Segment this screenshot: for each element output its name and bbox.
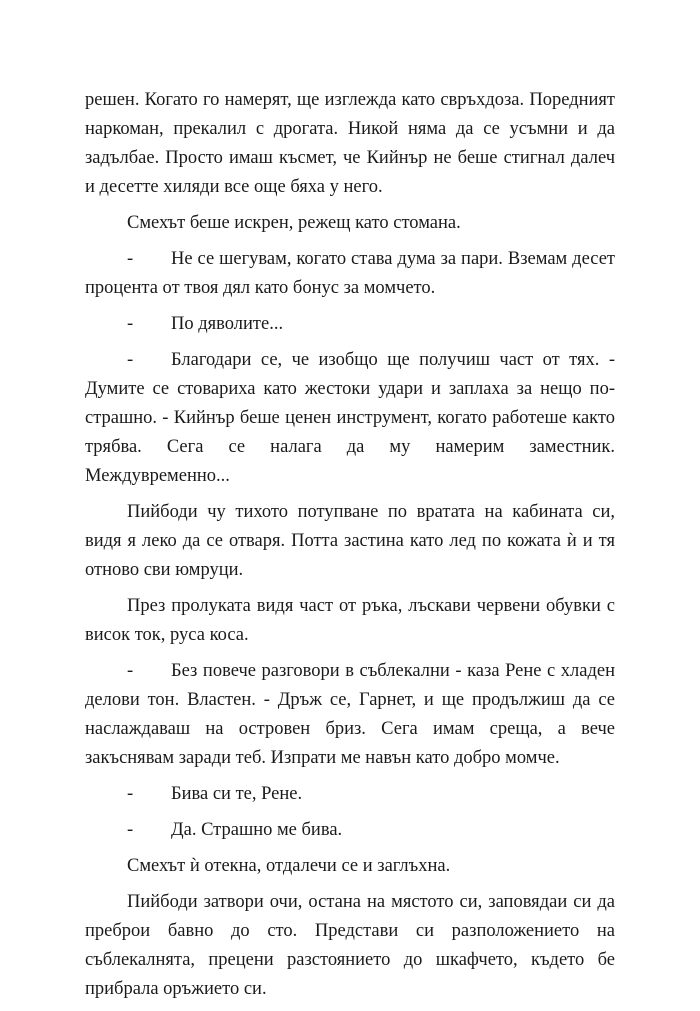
dialogue-dash: - — [127, 249, 134, 269]
paragraph: Пийбоди затвори очи, остана на мястото си, заповядаи си да преброи бавно до сто. Представи си разположението на съблекалнята, прецени разстоянието до шкафчето, където бе прибрала оръжието си. — [85, 892, 615, 999]
dialogue-paragraph — [85, 346, 615, 491]
dialogue-dash: - — [127, 314, 134, 334]
dialogue-paragraph — [85, 780, 615, 809]
dialogue-dash: - — [127, 350, 134, 370]
dialogue-text: Не се шегувам, когато става дума за пари. Вземам десет процента от твоя дял като бонус за момчето. — [85, 249, 615, 298]
paragraph: Смехът ѝ отекна, отдалечи се и заглъхна. — [127, 856, 451, 876]
dialogue-text: Да. Страшно ме бива. — [171, 820, 343, 840]
dialogue-paragraph — [85, 816, 615, 845]
document-body — [85, 86, 615, 1011]
dialogue-text: Благодари се, че изобщо ще получиш част от тях. - Думите се стовариха като жестоки удари и заплаха за нещо по-страшно. - Кийнър беше ценен инструмент, когато работеше както трябва. Сега се налага да му намерим заместник. Междувременно... — [85, 350, 615, 486]
dialogue-text: Без повече разговори в съблекални - каза Рене с хладен делови тон. Властен. - Дръж се, Гарнет, и ще продължиш да се наслаждаваш на островен бриз. Сега имам среща, а вече закъснявам заради теб. Изпрати ме навън като добро момче. — [85, 661, 615, 768]
dialogue-text: Бива си те, Рене. — [171, 784, 303, 804]
paragraph: решен. Когато го намерят, ще изглежда като свръхдоза. Поредният наркоман, прекалил с дрогата. Никой няма да се усъмни и да задълбае. Просто имаш късмет, че Кийнър не беше стигнал далеч и десетте хиляди все още бяха у него. — [85, 90, 615, 197]
dialogue-paragraph — [85, 245, 615, 303]
paragraph: През пролуката видя част от ръка, лъскави червени обувки с висок ток, руса коса. — [85, 596, 615, 645]
dialogue-paragraph — [85, 310, 615, 339]
paragraph: Пийбоди чу тихото потупване по вратата на кабината си, видя я леко да се отваря. Потта застина като лед по кожата ѝ и тя отново сви юмруци. — [85, 502, 615, 580]
paragraph: Смехът беше искрен, режещ като стомана. — [127, 213, 461, 233]
dialogue-text: По дяволите... — [171, 314, 284, 334]
dialogue-dash: - — [127, 784, 134, 804]
dialogue-dash: - — [127, 820, 134, 840]
dialogue-paragraph — [85, 657, 615, 773]
dialogue-dash: - — [127, 661, 134, 681]
